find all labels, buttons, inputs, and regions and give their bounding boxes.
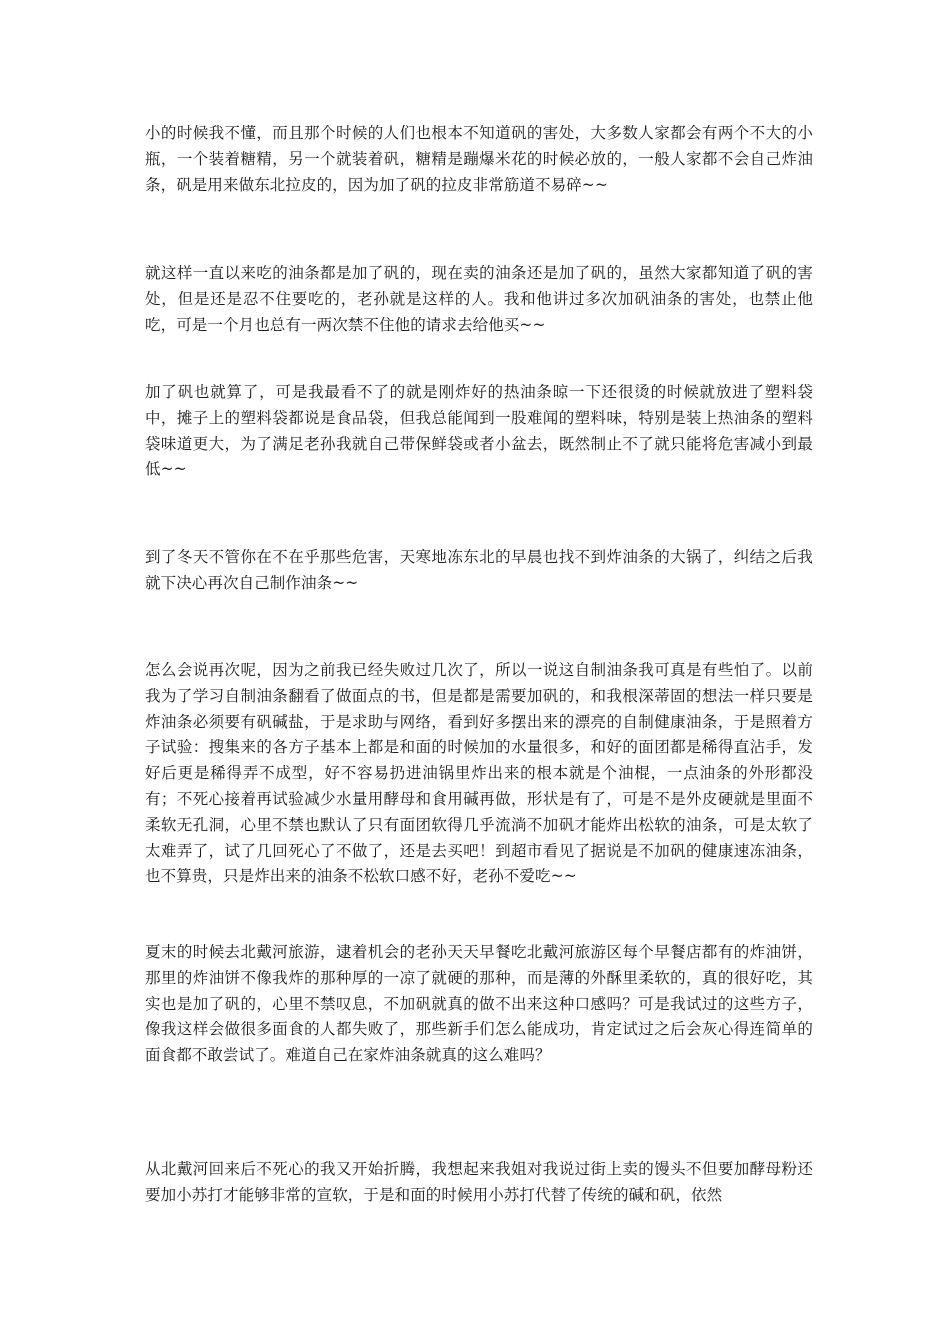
paragraph-beidaihe: 夏末的时候去北戴河旅游，逮着机会的老孙天天早餐吃北戴河旅游区每个早餐店都有的炸油饼，那里的炸油饼不像我炸的那种厚的一凉了就硬的那种，而是薄的外酥里柔软的，真的很好吃，其实也是加了矾的，心里不禁叹息，不加矾就真的做不出来这种口感吗？可是我试过的这些方子，像我这样会做很多面食的人都失败了，那些新手们怎么能成功，肯定试过之后会灰心得连简单的面食都不敢尝试了。难道自己在家炸油条就真的这么难吗？ [145, 943, 813, 1065]
paragraph-alum-youtiao: 就这样一直以来吃的油条都是加了矾的，现在卖的油条还是加了矾的，虽然大家都知道了矾的害处，但是还是忍不住要吃的，老孙就是这样的人。我和他讲过多次加矾油条的害处，也禁止他吃，可是一个月也总有一两次禁不住他的请求去给他买~~ [145, 264, 813, 334]
paragraph-baking-soda: 从北戴河回来后不死心的我又开始折腾，我想起来我姐对我说过街上卖的馒头不但要加酵母粉还要加小苏打才能够非常的宣软，于是和面的时候用小苏打代替了传统的碱和矾，依然 [145, 1160, 813, 1204]
paragraph-winter: 到了冬天不管你在不在乎那些危害，天寒地冻东北的早晨也找不到炸油条的大锅了，纠结之后我就下决心再次自己制作油条~~ [145, 548, 813, 592]
paragraph-plastic-bag: 加了矾也就算了，可是我最看不了的就是刚炸好的热油条晾一下还很烫的时候就放进了塑料袋中，摊子上的塑料袋都说是食品袋，但我总能闻到一股难闻的塑料味，特别是装上热油条的塑料袋味道更大，为了满足老孙我就自己带保鲜袋或者小盆去，既然制止不了就只能将危害减小到最低~~ [145, 383, 813, 479]
paragraph-failed-attempts: 怎么会说再次呢，因为之前我已经失败过几次了，所以一说这自制油条我可真是有些怕了。以前我为了学习自制油条翻看了做面点的书，但是都是需要加矾的，和我根深蒂固的想法一样只要是炸油条必须要有矾碱盐，于是求助与网络，看到好多摆出来的漂亮的自制健康油条，于是照着方子试验：搜集来的各方子基本上都是和面的时候加的水量很多，和好的面团都是稀得直沾手，发好后更是稀得弄不成型，好不容易扔进油锅里炸出来的根本就是个油棍，一点油条的外形都没有；不死心接着再试验减少水量用酵母和食用碱再做，形状是有了，可是不是外皮硬就是里面不柔软无孔洞，心里不禁也默认了只有面团软得几乎流淌不加矾才能炸出松软的油条，可是太软了太难弄了，试了几回死心了不做了，还是去买吧！到超市看见了据说是不加矾的健康速冻油条，也不算贵，只是炸出来的油条不松软口感不好，老孙不爱吃~~ [145, 661, 813, 886]
paragraph-childhood-alum: 小的时候我不懂，而且那个时候的人们也根本不知道矾的害处，大多数人家都会有两个不大的小瓶，一个装着糖精，另一个就装着矾，糖精是蹦爆米花的时候必放的，一般人家都不会自己炸油条，矾是用来做东北拉皮的，因为加了矾的拉皮非常筋道不易碎~~ [145, 124, 813, 194]
